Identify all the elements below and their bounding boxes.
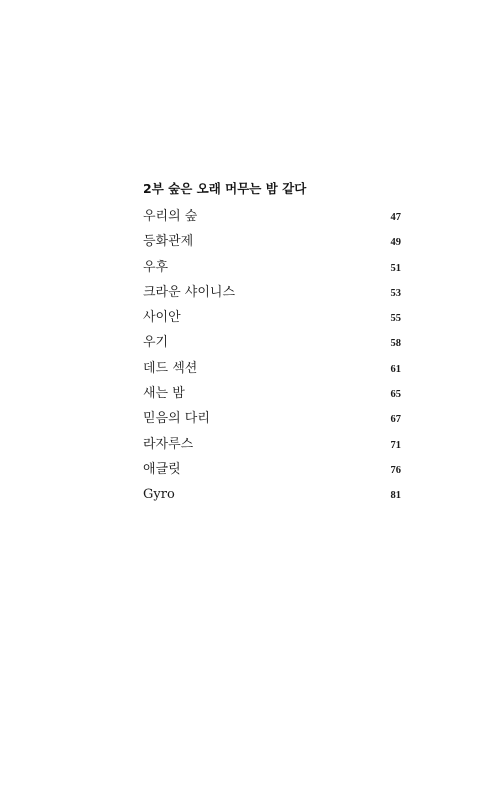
entry-title: 사이안 <box>143 310 181 326</box>
toc-entry <box>143 255 401 280</box>
entry-page-number: 76 <box>390 464 401 476</box>
toc-entry <box>143 482 401 507</box>
entry-title: 등화관제 <box>143 234 194 250</box>
entry-title: 우기 <box>143 335 169 351</box>
table-of-contents <box>143 178 401 508</box>
entry-page-number: 53 <box>390 287 401 299</box>
entry-title: 믿음의 다리 <box>143 411 210 427</box>
entry-title: 데드 섹션 <box>143 360 198 376</box>
entry-page-number: 51 <box>390 262 401 274</box>
entry-title: 우리의 숲 <box>143 209 198 224</box>
entry-page-number: 81 <box>390 490 401 502</box>
toc-entry <box>143 432 401 457</box>
entry-page-number: 67 <box>390 414 401 426</box>
toc-entry <box>143 330 401 355</box>
entry-page-number: 61 <box>390 363 401 375</box>
part-title: 2부 숲은 오래 머무는 밤 같다 <box>143 181 307 196</box>
toc-entry <box>143 457 401 482</box>
toc-list <box>143 204 401 508</box>
entry-title: 애글릿 <box>143 461 181 477</box>
entry-title: 우후 <box>143 259 169 275</box>
entry-title: Gyro <box>143 487 175 503</box>
entry-title: 라자루스 <box>143 436 194 452</box>
entry-page-number: 71 <box>390 439 401 451</box>
entry-title: 새는 밤 <box>143 386 185 402</box>
toc-entry <box>143 356 401 381</box>
entry-page-number: 47 <box>390 212 401 223</box>
entry-title: 크라운 샤이니스 <box>143 284 236 300</box>
toc-entry <box>143 305 401 330</box>
toc-entry <box>143 280 401 305</box>
toc-entry <box>143 381 401 406</box>
entry-page-number: 49 <box>390 237 401 249</box>
toc-entry <box>143 406 401 431</box>
toc-entry <box>143 204 401 229</box>
entry-page-number: 58 <box>390 338 401 350</box>
entry-page-number: 65 <box>390 389 401 401</box>
toc-entry <box>143 229 401 254</box>
entry-page-number: 55 <box>390 313 401 325</box>
